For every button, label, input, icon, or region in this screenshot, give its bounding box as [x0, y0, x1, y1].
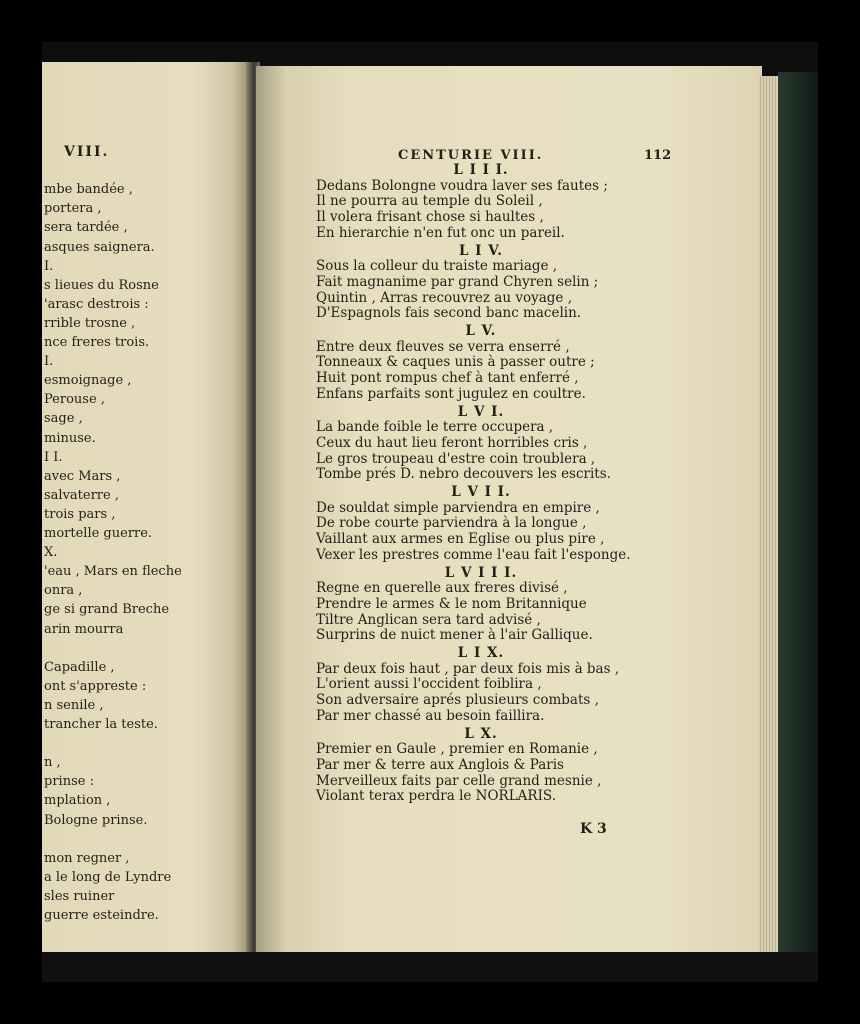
left-page-line: Perouse ,: [44, 392, 105, 408]
verse-line: Quintin , Arras recouvrez au voyage ,: [316, 289, 572, 306]
verse-numeral: L V I I I.: [444, 564, 518, 581]
left-page-line: 'arasc destrois :: [44, 296, 149, 312]
left-page-line: portera ,: [44, 201, 102, 217]
left-page-line: X.: [44, 545, 58, 561]
book-scan: [42, 42, 818, 982]
left-page-line: I.: [44, 354, 54, 370]
verse-line: Vaillant aux armes en Eglise ou plus pire ,: [316, 531, 605, 548]
left-page-line: s lieues du Rosne: [44, 277, 159, 293]
left-page-line: salvaterre ,: [44, 487, 119, 503]
left-page-line: minuse.: [44, 430, 96, 446]
verse-numeral: L I I I.: [453, 162, 509, 178]
verse-line: L'orient aussi l'occident foiblira ,: [316, 676, 542, 693]
left-page-line: 'eau , Mars en fleche: [44, 564, 182, 580]
signature-mark: K 3: [580, 821, 607, 837]
verse-line: Son adversaire aprés plusieurs combats ,: [316, 692, 599, 709]
verse-line: Vexer les prestres comme l'eau fait l'esponge.: [316, 546, 631, 563]
verse-line: Fait magnanime par grand Chyren selin ;: [316, 273, 599, 290]
left-page-line: arin mourra: [44, 621, 124, 637]
left-page-line: trois pars ,: [44, 506, 116, 522]
left-page-line: ge si grand Breche: [44, 602, 170, 618]
left-page-line: mortelle guerre.: [44, 526, 153, 541]
left-page-line: onra ,: [44, 583, 83, 599]
verse-line: Tiltre Anglican sera tard advisé ,: [316, 611, 541, 628]
left-page-line: a le long de Lyndre: [44, 869, 172, 885]
right-page: [256, 66, 762, 956]
verse-numeral: L I X.: [457, 645, 505, 661]
left-page-line: I I.: [44, 449, 63, 465]
verse-line: Violant terax perdra le NORLARIS.: [316, 788, 556, 805]
verse-line: Sous la colleur du traiste mariage ,: [316, 258, 558, 275]
verse-line: Surprins de nuict mener à l'air Gallique.: [316, 627, 593, 644]
verse-numeral: L X.: [464, 725, 498, 742]
left-page-line: guerre esteindre.: [44, 908, 159, 923]
page-number: 112: [644, 148, 672, 163]
verse-line: En hierarchie n'en fut onc un pareil.: [316, 224, 565, 241]
verse-line: Enfans parfaits sont jugulez en coultre.: [316, 385, 586, 402]
verse-numeral: L V I I.: [451, 484, 511, 500]
page-edges: [758, 76, 780, 956]
verse-line: Il volera frisant chose si haultes ,: [316, 209, 544, 226]
left-page-line: n senile ,: [44, 697, 104, 713]
left-page-line: n ,: [44, 755, 61, 771]
left-page-line: Capadille ,: [44, 659, 115, 675]
verse-line: Tonneaux & caques unis à passer outre ;: [316, 354, 595, 371]
left-page: [42, 62, 246, 952]
verse-line: Il ne pourra au temple du Soleil ,: [316, 193, 543, 210]
verse-numeral: L V I.: [457, 403, 505, 420]
left-page-line: mon regner ,: [44, 850, 130, 866]
bottom-shadow: [42, 952, 818, 982]
verse-line: Premier en Gaule , premier en Romanie ,: [316, 741, 598, 758]
left-page-line: trancher la teste.: [44, 717, 158, 732]
verse-numeral: L V.: [465, 323, 497, 339]
left-page-line: mbe bandée ,: [44, 182, 133, 198]
verse-numeral: L I V.: [458, 242, 504, 259]
left-page-line: Bologne prinse.: [44, 812, 148, 828]
verse-line: Par mer chassé au besoin faillira.: [316, 707, 545, 724]
book-cover: [778, 72, 818, 952]
verse-line: La bande foible le terre occupera ,: [316, 419, 554, 436]
left-page-line: I.: [44, 258, 54, 274]
verse-line: Prendre le armes & le nom Britannique: [316, 595, 587, 612]
verse-line: Ceux du haut lieu feront horribles cris ,: [316, 434, 588, 451]
verse-line: De robe courte parviendra à la longue ,: [316, 515, 587, 532]
verse-line: Dedans Bolongne voudra laver ses fautes ;: [316, 177, 608, 194]
left-running-header: VIII.: [64, 144, 110, 160]
left-page-line: rrible trosne ,: [44, 315, 136, 331]
left-page-line: prinse :: [44, 774, 94, 790]
left-page-line: ont s'appreste :: [44, 678, 147, 694]
left-page-line: asques saignera.: [44, 239, 155, 255]
running-header: CENTURIE VIII.: [398, 148, 544, 163]
verse-line: D'Espagnols fais second banc macelin.: [316, 305, 582, 322]
verse-line: Regne en querelle aux freres divisé ,: [316, 580, 568, 597]
verse-line: Merveilleux faits par celle grand mesnie ,: [316, 772, 602, 789]
verse-line: Entre deux fleuves se verra enserré ,: [316, 338, 570, 355]
verse-line: Le gros troupeau d'estre coin troublera ,: [316, 450, 596, 467]
left-page-line: avec Mars ,: [44, 468, 121, 484]
left-page-line: nce freres trois.: [44, 335, 150, 350]
verse-line: Par mer & terre aux Anglois & Paris: [316, 756, 564, 773]
verse-line: Huit pont rompus chef à tant enferré ,: [316, 370, 579, 387]
verse-line: Par deux fois haut , par deux fois mis à bas ,: [316, 660, 620, 677]
left-page-line: sera tardée ,: [44, 220, 128, 236]
verse-line: Tombe prés D. nebro decouvers les escrits.: [316, 466, 611, 483]
left-page-line: sles ruiner: [44, 888, 115, 904]
left-page-line: mplation ,: [44, 793, 111, 809]
verse-line: De souldat simple parviendra en empire ,: [316, 499, 600, 516]
left-page-line: sage ,: [44, 411, 83, 427]
left-page-line: esmoignage ,: [44, 373, 132, 389]
